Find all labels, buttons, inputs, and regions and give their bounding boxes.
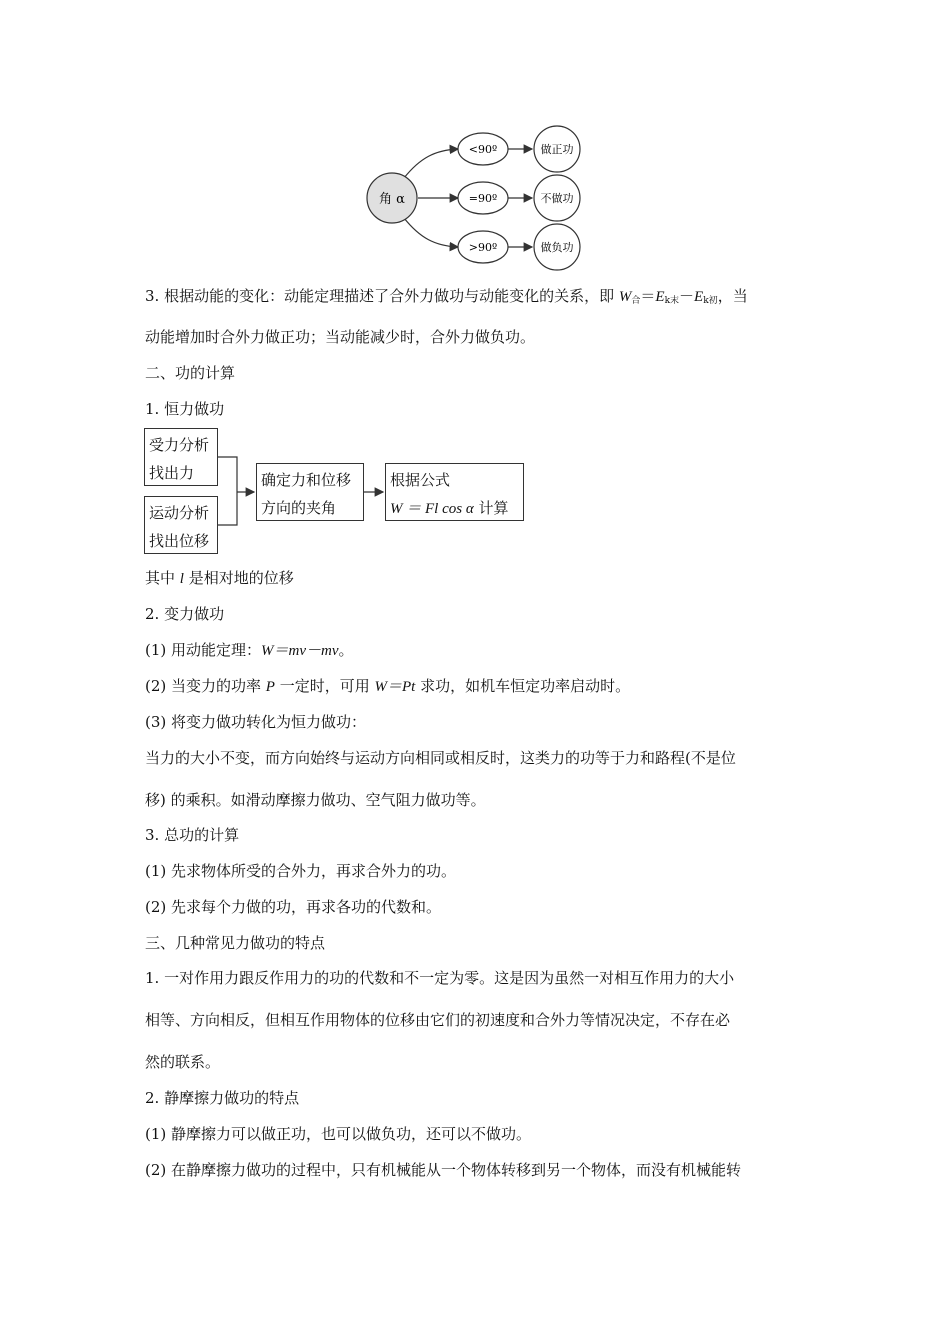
note-displacement: 其中 l 是相对地的位移: [145, 569, 294, 587]
paragraph-line: 当力的大小不变，而方向始终与运动方向相同或相反时，这类力的功等于力和路程(不是位: [145, 749, 736, 767]
condition-label: <90º: [468, 143, 498, 156]
subsection-title: 1. 恒力做功: [145, 400, 225, 418]
list-item: (3) 将变力做功转化为恒力做功：: [145, 713, 367, 731]
list-item: (2) 在静摩擦力做功的过程中，只有机械能从一个物体转移到另一个物体，而没有机械能转: [145, 1161, 742, 1179]
flow-box-formula: 根据公式 W ＝ Fl cos α 计算: [385, 463, 524, 521]
condition-label: =90º: [468, 192, 498, 205]
paragraph-line: 然的联系。: [145, 1053, 221, 1071]
subsection-title: 2. 变力做功: [145, 605, 225, 623]
condition-label: >90º: [468, 241, 498, 254]
section-title: 二、功的计算: [145, 364, 236, 382]
result-label: 不做功: [540, 192, 574, 205]
paragraph-line: 1. 一对作用力跟反作用力的功的代数和不一定为零。这是因为虽然一对相互作用力的大小: [145, 969, 735, 987]
subsection-title: 2. 静摩擦力做功的特点: [145, 1089, 300, 1107]
list-item: (2) 先求每个力做的功，再求各功的代数和。: [145, 898, 442, 916]
list-item: (1) 静摩擦力可以做正功，也可以做负功，还可以不做功。: [145, 1125, 532, 1143]
para-kinetic-energy-line2: 动能增加时合外力做正功；当动能减少时，合外力做负功。: [145, 328, 536, 346]
paragraph-line: 相等、方向相反，但相互作用物体的位移由它们的初速度和合外力等情况决定，不存在必: [145, 1011, 731, 1029]
flow-box-force: 受力分析 找出力: [144, 428, 218, 486]
flow-box-motion: 运动分析 找出位移: [144, 496, 218, 554]
section-title: 三、几种常见力做功的特点: [145, 934, 326, 952]
result-label: 做正功: [540, 143, 574, 156]
result-label: 做负功: [540, 241, 574, 254]
subsection-title: 3. 总功的计算: [145, 826, 240, 844]
paragraph-line: 移) 的乘积。如滑动摩擦力做功、空气阻力做功等。: [145, 791, 486, 809]
list-item: (2) 当变力的功率 P 一定时，可用 W＝Pt 求功，如机车恒定功率启动时。: [145, 677, 631, 695]
list-item: (1) 先求物体所受的合外力，再求合外力的功。: [145, 862, 457, 880]
angle-diagram: [0, 0, 950, 280]
flow-box-angle: 确定力和位移 方向的夹角: [256, 463, 364, 521]
list-item: (1) 用动能定理：W＝mv－mv。: [145, 641, 354, 659]
angle-label: 角 α: [379, 192, 405, 207]
para-kinetic-energy-line1: 3. 根据动能的变化：动能定理描述了合外力做功与动能变化的关系，即 $W_合=E_{k末}-E_{k初}$，当: [145, 287, 748, 306]
